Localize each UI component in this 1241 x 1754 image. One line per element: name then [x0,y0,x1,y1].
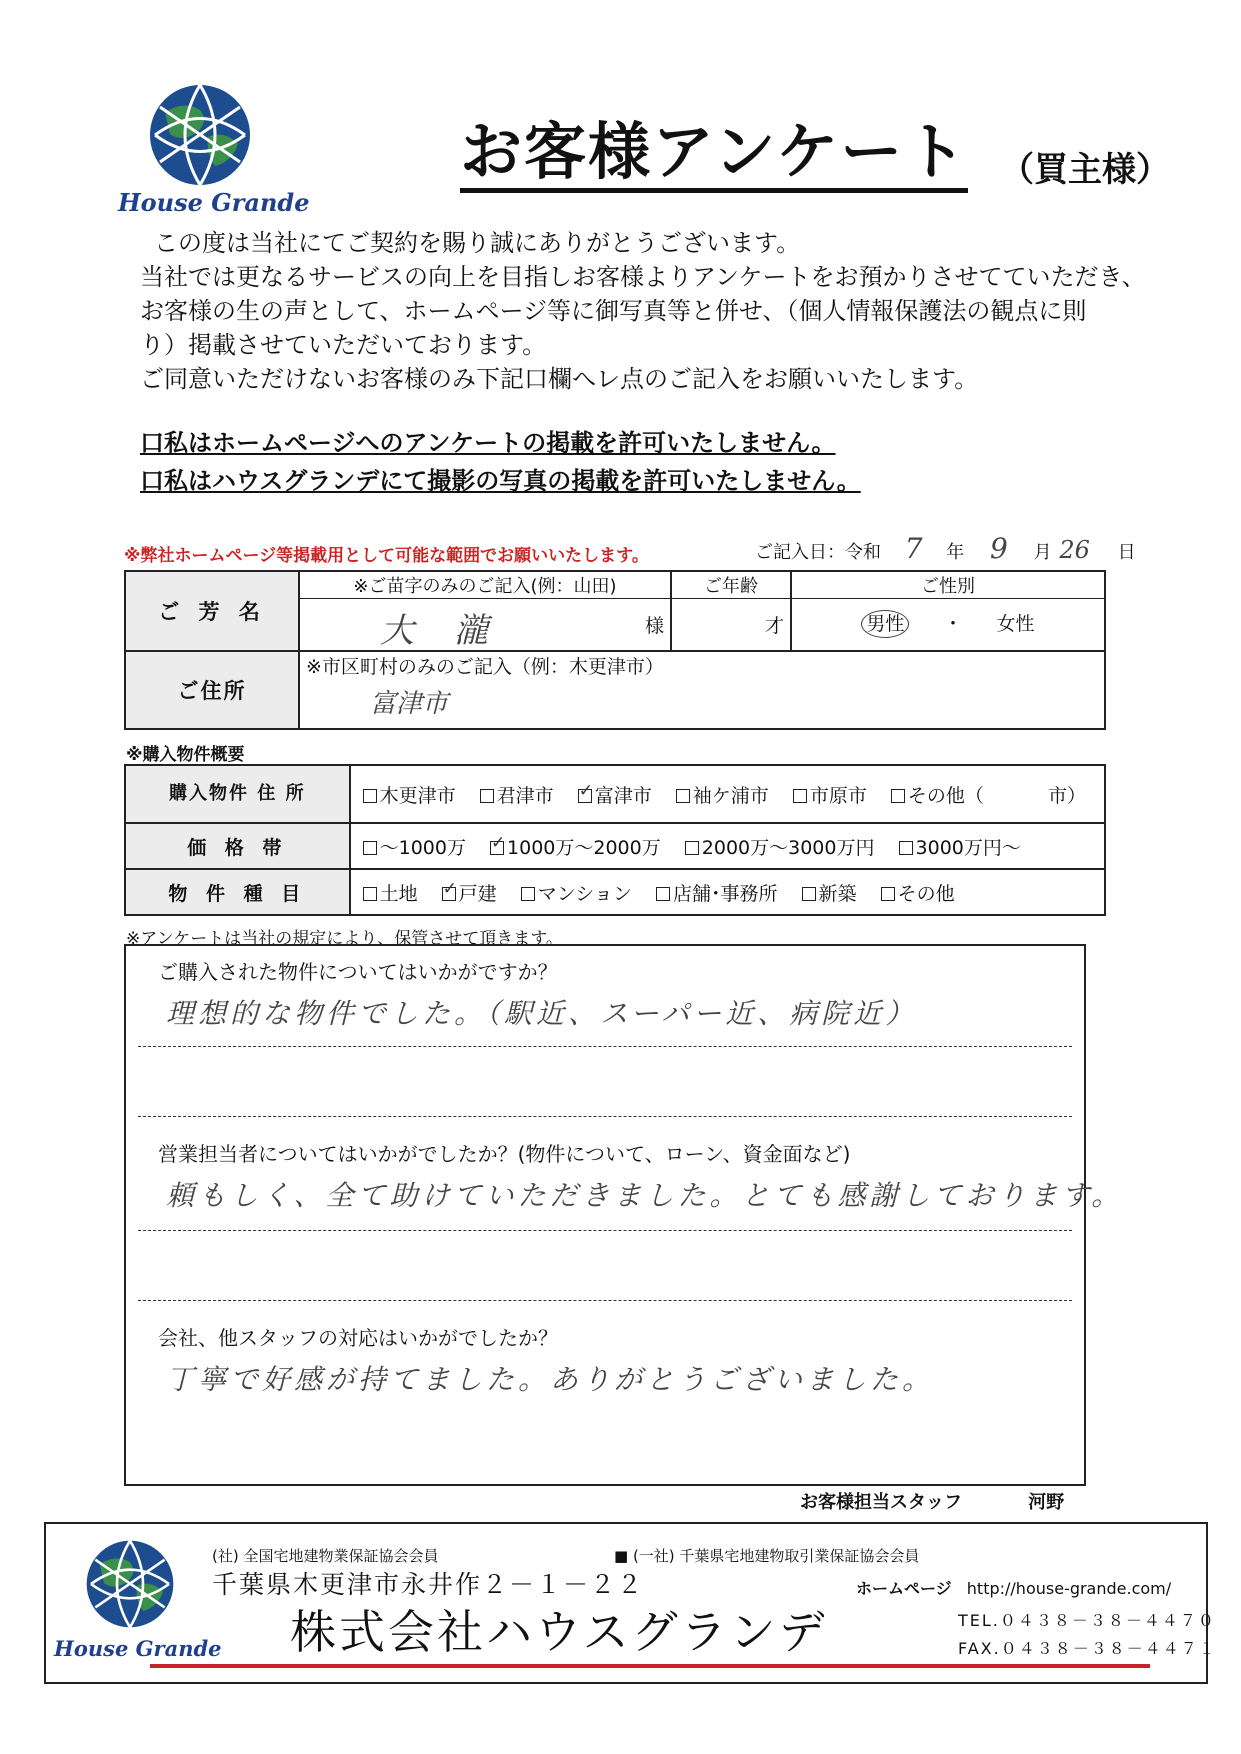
gender-female[interactable]: 女性 [996,613,1035,635]
question-3: 会社、他スタッフの対応はいかがでしたか？ [158,1326,558,1350]
date-label: ご記入日：令和 [755,542,881,563]
location-option[interactable]: ✓ 富津市 [578,785,652,807]
date-month[interactable]: 9 [990,532,1008,565]
staff-info [800,1488,1064,1514]
optout-list [140,424,861,500]
answer-line [138,1116,1072,1117]
location-label: 購入物件 住 所 [125,765,350,823]
answer-line [138,1046,1072,1047]
intro-line: 当社では更なるサービスの向上を目指しお客様よりアンケートをお預かりさせてていただき、 [140,263,1146,291]
footer-company: 株式会社ハウスグランデ [290,1605,828,1659]
gender-male[interactable]: 男性 [861,610,909,638]
intro-text [140,226,1146,396]
type-option[interactable]: マンション [521,883,632,905]
age-unit: 才 [764,615,784,637]
footer-address: 千葉県木更津市永井作２－１－２２ [212,1570,645,1599]
answer-1[interactable]: 理想的な物件でした。（駅近、スーパー近、病院近） [166,997,918,1030]
staff-label: お客様担当スタッフ [800,1492,962,1513]
footer-logo-text: House Grande [54,1636,222,1661]
footer-association-2: ■ (一社) 千葉県宅地建物取引業保証協会会員 [614,1547,920,1565]
answer-line [138,1300,1072,1301]
type-options [350,869,1105,915]
location-option[interactable]: 木更津市 [363,785,456,807]
footer-logo [78,1538,182,1630]
page-subtitle: （買主様） [1000,150,1170,190]
name-hint: ※ご苗字のみのご記入(例：山田) [300,572,670,599]
intro-line: り）掲載させていただいております。 [140,331,547,359]
property-section-label: ※購入物件概要 [126,745,245,765]
intro-line: お客様の生の声として、ホームページ等に御写真等と併せ、（個人情報保護法の観点に則 [140,297,1087,325]
type-option[interactable]: 店舗･事務所 [656,883,778,905]
location-option[interactable]: 君津市 [480,785,554,807]
footer-tel: TEL.０４３８－３８－４４７０ [958,1611,1216,1630]
property-table [124,764,1106,916]
homepage-label: ホームページ [856,1579,952,1598]
location-option[interactable]: 市原市 [793,785,867,807]
survey-note: ※アンケートは当社の規定により、保管させて頂きます。 [126,929,563,949]
footer-homepage [856,1576,1171,1599]
intro-line: この度は当社にてご契約を賜り誠にありがとうございます。 [154,229,801,257]
homepage-link[interactable]: http://house-grande.com/ [966,1579,1172,1598]
page-title: お客様アンケート [460,118,968,193]
answer-line [138,1230,1072,1231]
date-day[interactable]: 26 [1059,536,1090,564]
gender-dot: ・ [943,613,963,635]
customer-table [124,570,1106,730]
price-options [350,823,1105,869]
address-value[interactable]: 富津市 [370,689,449,719]
honorific: 様 [644,615,664,637]
entry-date [755,532,1136,565]
question-1: ご購入された物件についてはいかがですか？ [158,960,558,984]
answer-2[interactable]: 頼もしく、全て助けていただきました。とても感謝しております。 [166,1179,1124,1212]
price-option[interactable]: 3000万円～ [899,837,1021,859]
address-hint: ※市区町村のみのご記入（例：木更津市） [306,656,664,678]
address-label: ご住所 [125,651,299,729]
gender-label: ご性別 [792,572,1104,599]
location-options [350,765,1105,823]
logo-text: House Grande [118,188,310,217]
type-option[interactable]: ✓ 戸建 [442,883,497,905]
location-suffix: 市） [1047,784,1086,807]
date-month-unit: 月 [1033,542,1052,563]
optout-photo[interactable]: 口私はハウスグランデにて撮影の写真の掲載を許可いたしません。 [140,467,861,495]
price-option[interactable]: ～1000万 [363,837,466,859]
type-option[interactable]: 土地 [363,883,418,905]
survey-box [124,944,1124,1486]
price-option[interactable]: ✓ 1000万～2000万 [490,837,661,859]
date-day-unit: 日 [1117,542,1136,563]
answer-3[interactable]: 丁寧で好感が持てました。ありがとうございました。 [166,1363,935,1396]
optout-homepage[interactable]: 口私はホームページへのアンケートの掲載を許可いたしません。 [140,429,836,457]
globe-icon [78,1538,182,1630]
footer-association-1: (社) 全国宅地建物業保証協会会員 [212,1547,439,1565]
price-option[interactable]: 2000万～3000万円 [685,837,875,859]
footer-fax: FAX.０４３８－３８－４４７１ [958,1639,1217,1658]
type-option[interactable]: 新築 [802,883,857,905]
notice-text: ※弊社ホームページ等掲載用として可能な範囲でお願いいたします。 [124,546,649,566]
price-label: 価 格 帯 [125,823,350,869]
globe-icon [140,82,260,188]
type-option[interactable]: その他 [881,883,955,905]
staff-name: 河野 [1028,1492,1065,1513]
logo [140,82,260,188]
date-year[interactable]: 7 [904,532,923,565]
location-option[interactable]: 袖ケ浦市 [676,785,769,807]
age-label: ご年齢 [672,572,790,599]
footer-red-line [150,1664,1150,1668]
type-label: 物 件 種 目 [125,869,350,915]
location-option[interactable]: その他（ [891,785,984,807]
name-label: ご 芳 名 [125,571,299,651]
question-2: 営業担当者についてはいかがでしたか？(物件について、ローン、資金面など) [158,1142,851,1166]
name-value[interactable]: 大瀧 [380,611,528,651]
date-year-unit: 年 [946,542,965,563]
intro-line: ご同意いただけないお客様のみ下記口欄へレ点のご記入をお願いいたします。 [140,365,979,393]
